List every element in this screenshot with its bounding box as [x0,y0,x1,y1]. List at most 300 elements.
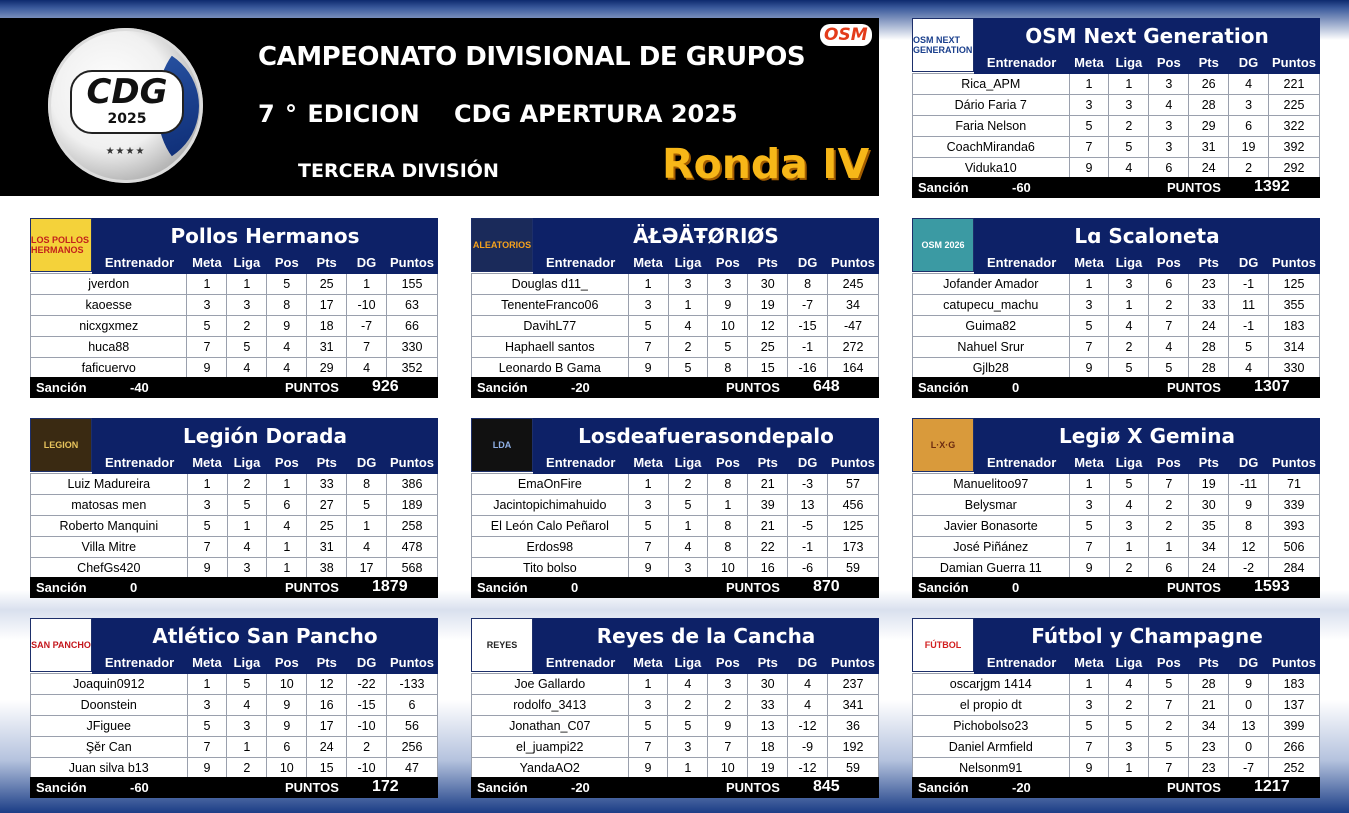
points-total: 1879 [372,578,408,595]
stat-cell: 4 [267,358,307,379]
table-row [913,495,1320,516]
stat-cell: 3 [628,295,668,316]
stat-cell: -1 [788,337,828,358]
table-row [913,358,1320,379]
coach-table [30,451,438,579]
stat-cell: 19 [1229,137,1269,158]
stat-cell: 5 [1149,358,1189,379]
team-footer [912,177,1320,198]
stat-cell: 1 [668,758,708,779]
points-label: PUNTOS [1167,580,1221,595]
stat-cell: 5 [1069,516,1109,537]
stat-cell: 3 [1069,695,1109,716]
stat-cell: 56 [387,716,438,737]
stat-cell: 173 [827,537,878,558]
stat-cell: 5 [267,274,307,295]
division-label: TERCERA DIVISIÓN [298,160,499,182]
coach-name: Juan silva b13 [31,758,188,779]
stat-cell: 15 [748,358,788,379]
stat-cell: 2 [1109,558,1149,579]
stat-cell: 23 [1189,274,1229,295]
stat-cell: 568 [386,558,437,579]
column-header: Pos [708,452,748,474]
stat-cell: 19 [1189,474,1229,495]
stat-cell: 1 [227,274,267,295]
stat-cell: 15 [307,758,347,779]
stat-cell: 19 [748,758,788,779]
coach-name: YandaAO2 [472,758,629,779]
championship-title: CAMPEONATO DIVISIONAL DE GRUPOS [258,42,806,72]
stat-cell: 245 [827,274,878,295]
table-row [31,516,438,537]
sanction-value: -20 [571,780,590,795]
stat-cell: 221 [1268,74,1319,95]
table-row [472,695,879,716]
stat-cell: 330 [1269,358,1320,379]
stat-cell: 7 [1069,737,1109,758]
header-spacer [472,252,534,274]
osm-badge: OSM [820,24,872,46]
coach-name: Tito bolso [472,558,629,579]
coach-name: Doonstein [31,695,188,716]
header-spacer [31,252,93,274]
stat-cell: 393 [1268,516,1319,537]
stat-cell: 1 [1069,674,1109,695]
stat-cell: 183 [1269,316,1320,337]
coach-name: Daniel Armfield [913,737,1070,758]
stat-cell: 24 [1189,558,1229,579]
stat-cell: 23 [1189,758,1229,779]
stat-cell: 4 [668,537,708,558]
stat-cell: 478 [386,537,437,558]
stat-cell: 17 [307,295,347,316]
column-header: Meta [187,452,227,474]
column-header: Pos [708,252,748,274]
stat-cell: 28 [1189,358,1229,379]
stat-cell: 9 [187,758,227,779]
points-label: PUNTOS [726,780,780,795]
coach-name: Faria Nelson [913,116,1070,137]
team-card [912,618,1320,798]
stat-cell: 1 [347,274,387,295]
table-row [913,316,1320,337]
stat-cell: 5 [1069,116,1109,137]
stat-cell: 33 [748,695,788,716]
stat-cell: 5 [628,716,668,737]
table-row [913,274,1320,295]
stat-cell: -11 [1229,474,1269,495]
stat-cell: 16 [748,558,788,579]
stat-cell: -10 [347,295,387,316]
stat-cell: 24 [1189,316,1229,337]
stat-cell: 6 [1229,116,1269,137]
team-name: Losdeafuerasondepalo [578,424,834,448]
table-row [472,316,879,337]
coach-name: Leonardo B Gama [472,358,629,379]
stat-cell: 3 [708,674,748,695]
column-header: Meta [187,252,227,274]
stat-cell: 35 [1189,516,1229,537]
stat-cell: 7 [347,337,387,358]
stat-cell: 29 [1189,116,1229,137]
header-spacer [31,452,93,474]
stat-cell: 9 [628,558,668,579]
coach-name: Jacintopichimahuido [472,495,629,516]
stat-cell: 2 [668,337,708,358]
stat-cell: 266 [1268,737,1319,758]
stat-cell: 28 [1189,674,1229,695]
stat-cell: 3 [1149,74,1189,95]
stat-cell: 3 [227,716,267,737]
column-header: Entrenador [92,452,187,474]
coach-name: Nahuel Srur [913,337,1070,358]
stat-cell: 9 [1229,495,1269,516]
stat-cell: -15 [788,316,828,337]
stat-cell: 2 [227,758,267,779]
column-header: Pts [748,452,788,474]
coach-name: jverdon [31,274,187,295]
column-header: Entrenador [533,652,628,674]
tournament-label: CDG APERTURA 2025 [454,100,738,128]
stat-cell: 1 [187,674,227,695]
coach-name: Belysmar [913,495,1070,516]
stat-cell: 2 [1109,695,1149,716]
stat-cell: 9 [267,695,307,716]
stat-cell: -7 [1229,758,1269,779]
stat-cell: -12 [788,716,828,737]
team-logo: OSM 2026 [912,218,974,272]
stat-cell: 9 [1069,358,1109,379]
stat-cell: 13 [1229,716,1269,737]
team-card [471,218,879,398]
stat-cell: 5 [668,495,708,516]
team-card [912,18,1320,198]
stat-cell: 12 [748,316,788,337]
team-logo: OSM NEXT GENERATION [912,18,974,72]
stat-cell: 5 [1109,716,1149,737]
stat-cell: 183 [1268,674,1319,695]
stat-cell: 19 [748,295,788,316]
table-row [913,116,1320,137]
stat-cell: 3 [227,558,267,579]
round-label: Ronda IV [662,140,870,188]
sanction-value: -20 [571,380,590,395]
column-header: Meta [1069,52,1109,74]
stat-cell: 28 [1189,95,1229,116]
stat-cell: 4 [788,695,828,716]
stat-cell: 4 [668,316,708,337]
column-header: Pos [267,652,307,674]
stat-cell: -12 [788,758,828,779]
header-spacer [913,652,975,674]
coach-name: kaoesse [31,295,187,316]
cdg-logo [48,28,203,183]
stat-cell: 5 [187,516,227,537]
column-header: DG [347,452,387,474]
stat-cell: 11 [1229,295,1269,316]
stat-cell: 7 [1069,337,1109,358]
column-header: Pos [1149,252,1189,274]
table-row [31,758,438,779]
stat-cell: 4 [267,337,307,358]
stat-cell: 1 [187,274,227,295]
coach-name: Roberto Manquini [31,516,188,537]
table-row [472,274,879,295]
stat-cell: 57 [827,474,878,495]
stat-cell: 3 [668,558,708,579]
coach-table [912,451,1320,579]
coach-name: catupecu_machu [913,295,1070,316]
stat-cell: 3 [1149,137,1189,158]
table-row [472,337,879,358]
team-card [471,618,879,798]
stat-cell: 1 [227,737,267,758]
column-header: Meta [628,252,668,274]
column-header: Pos [1149,652,1189,674]
stat-cell: 16 [307,695,347,716]
stat-cell: 2 [668,474,708,495]
sanction-label: Sanción [918,180,969,195]
points-total: 172 [372,778,399,795]
column-header: DG [788,652,828,674]
stat-cell: 4 [1229,74,1269,95]
stat-cell: 8 [708,537,748,558]
coach-name: Dário Faria 7 [913,95,1070,116]
team-name: OSM Next Generation [1025,24,1269,48]
column-header: Entrenador [92,652,187,674]
stat-cell: 24 [1189,158,1229,179]
stat-cell: 1 [1109,758,1149,779]
stat-cell: 1 [628,474,668,495]
coach-name: el propio dt [913,695,1070,716]
stat-cell: 355 [1269,295,1320,316]
stat-cell: 3 [628,695,668,716]
stat-cell: 21 [748,474,788,495]
stat-cell: 1 [668,516,708,537]
stat-cell: -3 [788,474,828,495]
stat-cell: 4 [1149,337,1189,358]
stat-cell: 252 [1268,758,1319,779]
team-footer [471,577,879,598]
stat-cell: 5 [1149,737,1189,758]
stat-cell: 9 [1229,674,1269,695]
stat-cell: 1 [1109,537,1149,558]
stat-cell: 2 [1149,295,1189,316]
stat-cell: 17 [307,716,347,737]
stat-cell: 5 [708,337,748,358]
coach-name: EmaOnFire [472,474,629,495]
stat-cell: 1 [708,495,748,516]
column-header: Liga [668,252,708,274]
stat-cell: 31 [1189,137,1229,158]
column-header: Liga [1109,52,1149,74]
stat-cell: 5 [227,337,267,358]
sanction-label: Sanción [918,380,969,395]
sanction-label: Sanción [918,780,969,795]
team-logo: L·X·G [912,418,974,472]
table-row [913,474,1320,495]
stat-cell: 22 [748,537,788,558]
stat-cell: 5 [1069,716,1109,737]
stat-cell: -7 [788,295,828,316]
stat-cell: 5 [227,495,267,516]
stat-cell: 7 [1149,695,1189,716]
column-header: Pos [1149,452,1189,474]
stat-cell: 1 [347,516,387,537]
stat-cell: 28 [1189,337,1229,358]
table-row [31,695,438,716]
table-row [31,295,438,316]
stat-cell: 456 [827,495,878,516]
team-card [471,418,879,598]
column-header: Puntos [386,452,437,474]
edition-label: 7 ° EDICION [258,100,420,128]
sanction-value: -20 [1012,780,1031,795]
table-row [913,737,1320,758]
sanction-label: Sanción [36,380,87,395]
table-row [913,337,1320,358]
stat-cell: 2 [227,474,267,495]
stat-cell: 6 [387,695,438,716]
stat-cell: 1 [1069,474,1109,495]
stat-cell: 2 [1109,116,1149,137]
stat-cell: -1 [788,537,828,558]
coach-name: huca88 [31,337,187,358]
team-logo: FÚTBOL [912,618,974,672]
table-row [913,674,1320,695]
table-row [472,758,879,779]
coach-name: rodolfo_3413 [472,695,629,716]
coach-table [471,451,879,579]
stat-cell: 2 [668,695,708,716]
stat-cell: 1 [1069,74,1109,95]
stat-cell: 9 [1069,758,1109,779]
coach-table [30,251,438,379]
stat-cell: 4 [347,358,387,379]
stat-cell: 5 [1109,358,1149,379]
stat-cell: -10 [347,758,387,779]
stat-cell: 18 [748,737,788,758]
stat-cell: 3 [1069,495,1109,516]
stat-cell: 33 [1189,295,1229,316]
stat-cell: 10 [267,674,307,695]
stat-cell: 36 [827,716,878,737]
stat-cell: 21 [748,516,788,537]
stat-cell: 3 [1109,274,1149,295]
column-header: Meta [1069,652,1109,674]
stat-cell: 3 [668,274,708,295]
stat-cell: 4 [1149,95,1189,116]
stat-cell: 34 [1189,537,1229,558]
stat-cell: 10 [708,758,748,779]
points-total: 1593 [1254,578,1290,595]
stat-cell: 10 [708,558,748,579]
stat-cell: 314 [1269,337,1320,358]
stat-cell: 59 [827,758,878,779]
team-footer [30,577,438,598]
sanction-value: -40 [130,380,149,395]
stat-cell: 5 [187,716,227,737]
column-header: Pos [267,452,307,474]
table-row [31,558,438,579]
stat-cell: 8 [347,474,387,495]
stat-cell: 4 [1109,495,1149,516]
sanction-value: 0 [1012,380,1020,395]
stat-cell: 4 [788,674,828,695]
table-row [31,337,438,358]
column-header: Pts [1189,452,1229,474]
stat-cell: -47 [827,316,878,337]
column-header: Pts [748,652,788,674]
table-row [913,716,1320,737]
sanction-label: Sanción [477,580,528,595]
coach-name: Jofander Amador [913,274,1070,295]
stat-cell: 7 [187,737,227,758]
coach-name: Gjlb28 [913,358,1070,379]
stat-cell: 5 [1069,316,1109,337]
team-name: Legiø X Gemina [1059,424,1235,448]
team-card [912,418,1320,598]
stat-cell: 5 [628,316,668,337]
stat-cell: 30 [748,674,788,695]
stat-cell: 6 [267,495,307,516]
stat-cell: -16 [788,358,828,379]
column-header: Pts [1189,52,1229,74]
stat-cell: -133 [387,674,438,695]
stat-cell: -1 [1229,274,1269,295]
table-row [913,158,1320,179]
sanction-label: Sanción [477,780,528,795]
stat-cell: -5 [788,516,828,537]
logo-badge [70,70,184,134]
table-row [913,137,1320,158]
column-header: Pos [1149,52,1189,74]
coach-name: Javier Bonasorte [913,516,1070,537]
stat-cell: 137 [1268,695,1319,716]
sanction-value: 0 [130,580,138,595]
coach-name: Rica_APM [913,74,1070,95]
stat-cell: 506 [1268,537,1319,558]
coach-name: Joaquin0912 [31,674,188,695]
stat-cell: 4 [1109,316,1149,337]
table-row [472,674,879,695]
stat-cell: 3 [227,295,267,316]
stat-cell: 3 [1109,516,1149,537]
stat-cell: 8 [708,474,748,495]
stat-cell: 25 [307,274,347,295]
column-header: DG [1229,252,1269,274]
coach-name: Pichobolso23 [913,716,1070,737]
column-header: Meta [628,452,668,474]
stat-cell: 2 [1149,495,1189,516]
points-label: PUNTOS [726,580,780,595]
stat-cell: 66 [386,316,437,337]
stat-cell: 33 [307,474,347,495]
coach-name: Nelsonm91 [913,758,1070,779]
stat-cell: 6 [1149,274,1189,295]
header-spacer [913,252,975,274]
table-row [31,316,438,337]
stat-cell: 125 [1269,274,1320,295]
coach-name: Jonathan_C07 [472,716,629,737]
points-label: PUNTOS [1167,180,1221,195]
stat-cell: 63 [386,295,437,316]
stat-cell: 3 [187,295,227,316]
stat-cell: 3 [1069,295,1109,316]
stat-cell: 5 [227,674,267,695]
stat-cell: 7 [187,337,227,358]
table-row [472,558,879,579]
